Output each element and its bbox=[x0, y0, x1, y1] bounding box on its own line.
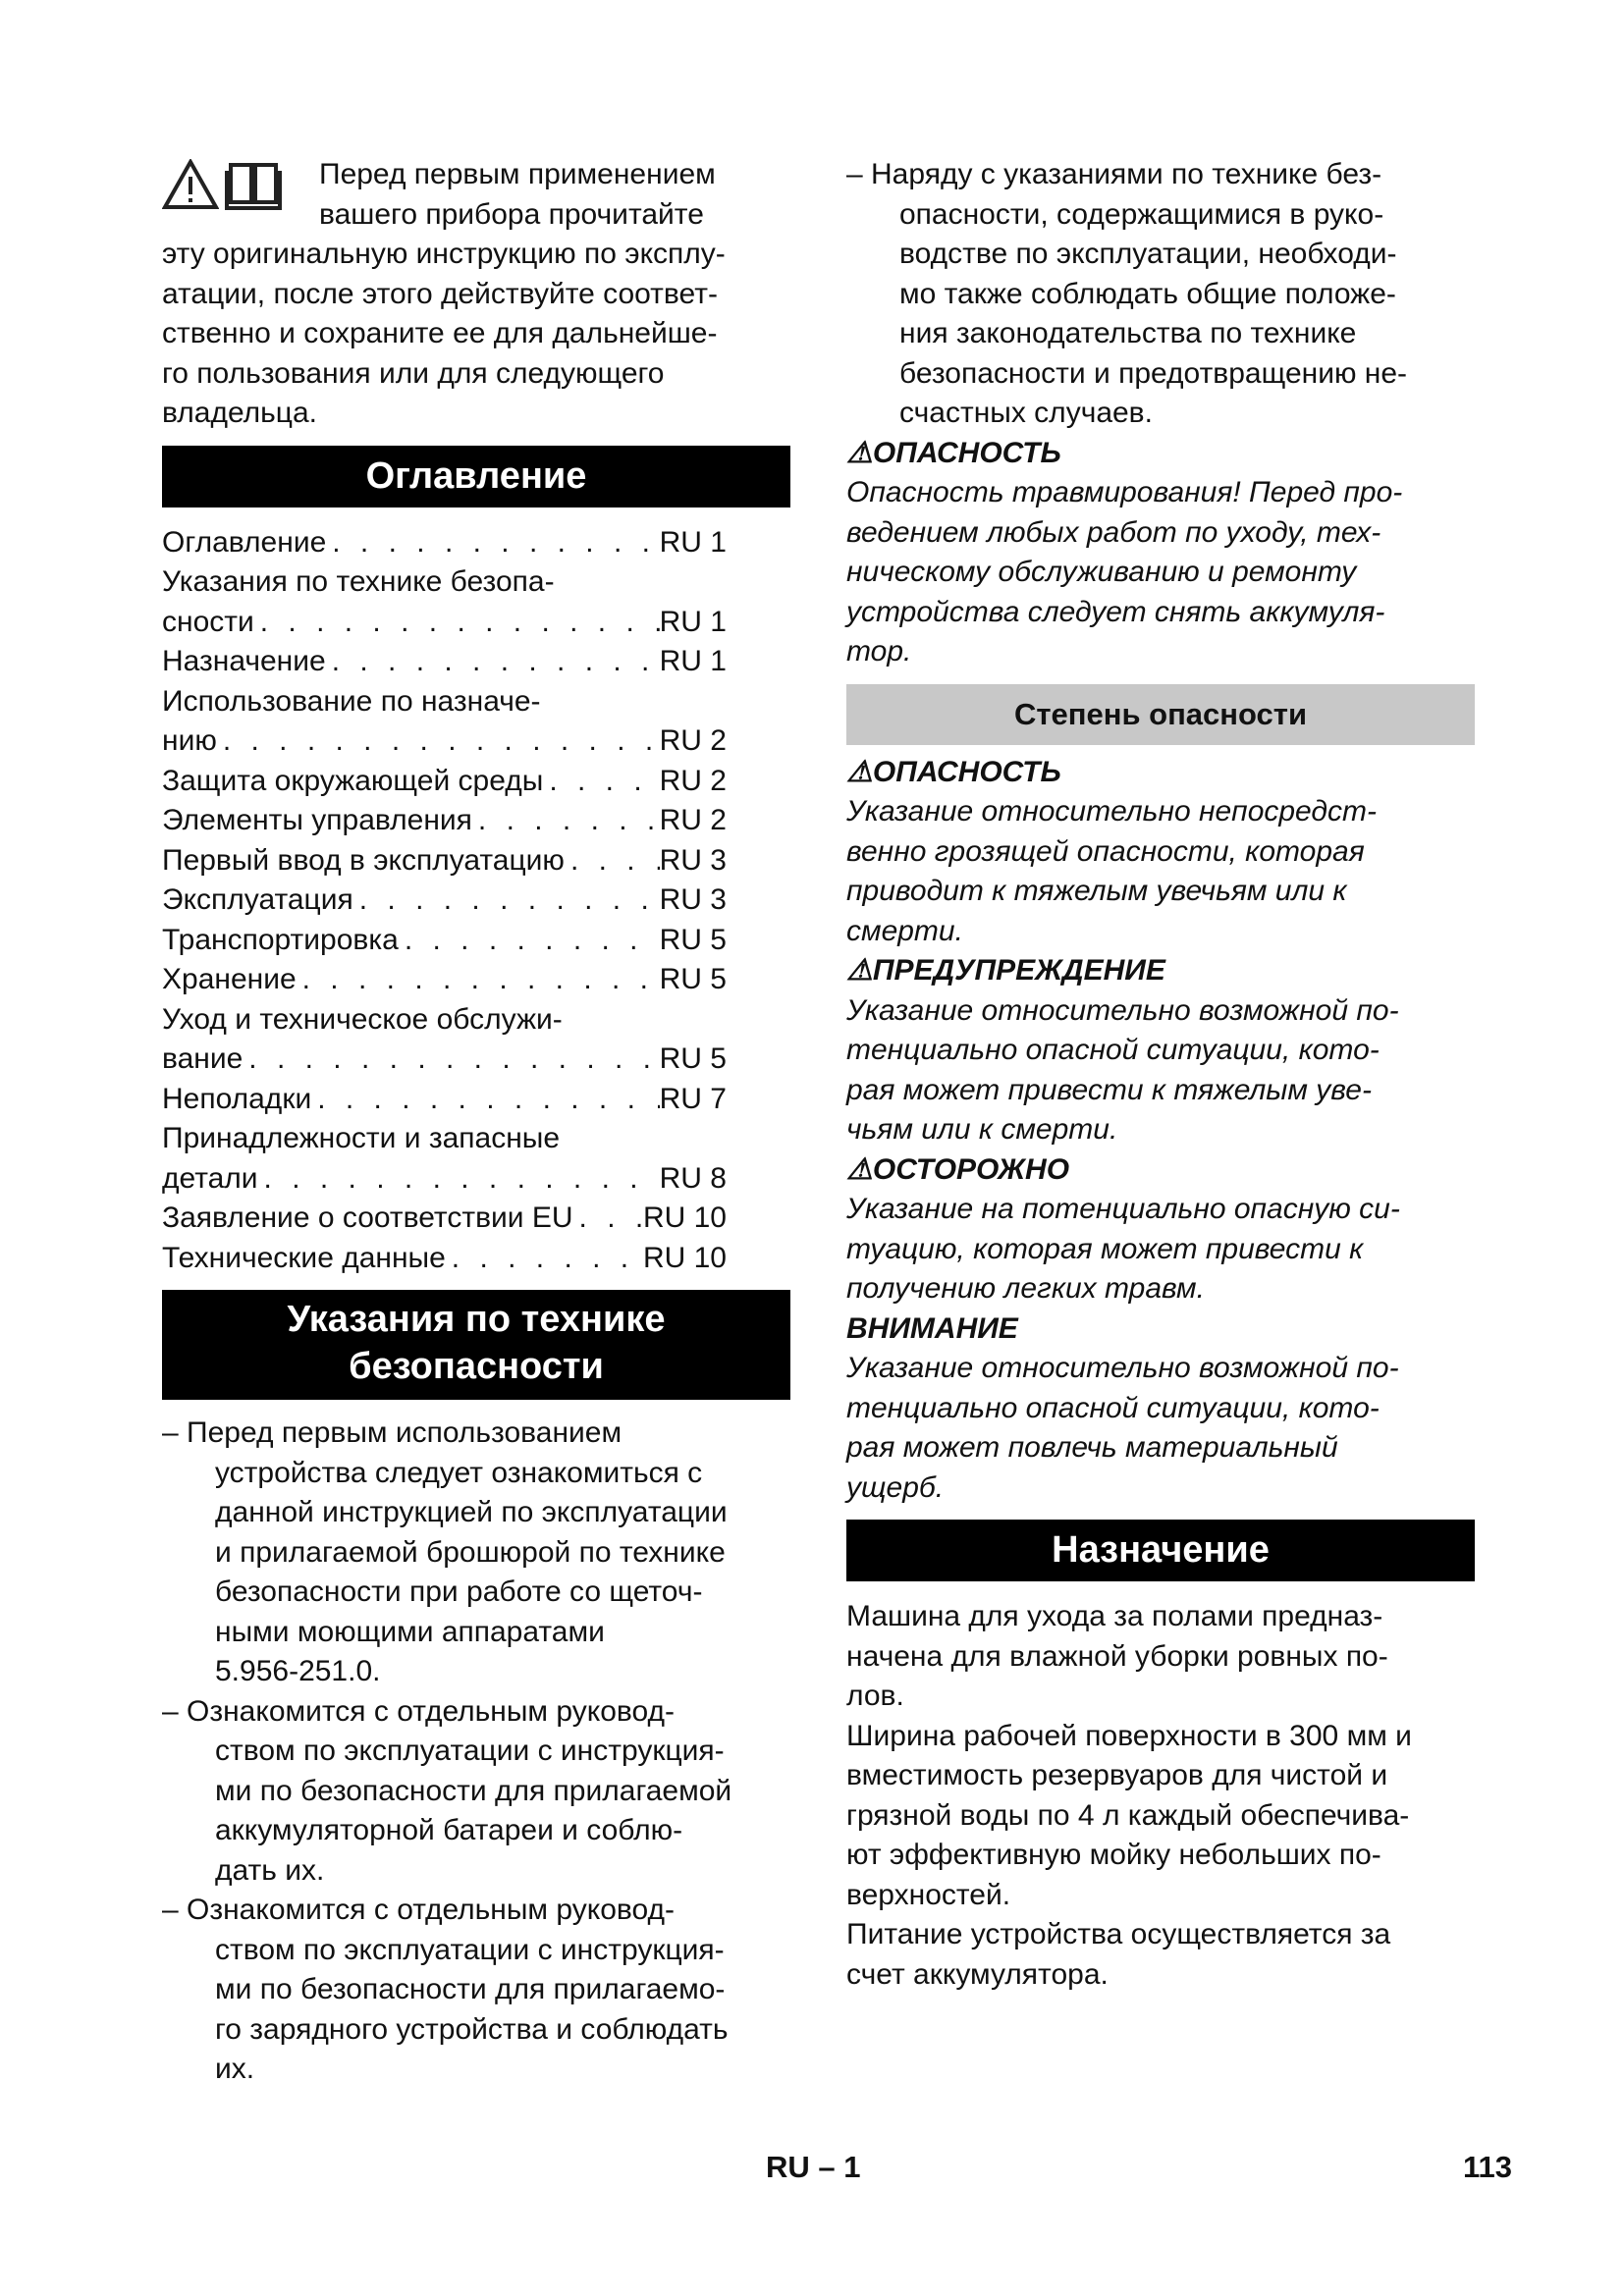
text-line: ния законодательства по технике bbox=[899, 317, 1357, 349]
toc-entry-line: Принадлежности и запасные bbox=[162, 1122, 561, 1154]
toc-entry bbox=[162, 762, 727, 802]
text-line: ственно и сохраните ее для дальнейше- bbox=[162, 317, 718, 349]
toc-entry-page: RU 3 bbox=[659, 843, 727, 877]
text-line: вашего прибора прочитайте bbox=[319, 197, 704, 231]
left-column bbox=[162, 155, 790, 2090]
toc-dot-leader bbox=[326, 642, 660, 682]
hazard-levels bbox=[846, 753, 1475, 1509]
toc-entry-label: Транспортировка bbox=[162, 923, 399, 956]
intro-paragraph bbox=[162, 155, 790, 434]
toc-entry-page: RU 7 bbox=[659, 1082, 727, 1115]
toc-entry-label: Оглавление bbox=[162, 525, 327, 559]
toc-entry bbox=[162, 721, 727, 762]
hazard-level-label-text: ВНИМАНИЕ bbox=[846, 1311, 1018, 1345]
hazard-level-label bbox=[846, 951, 1475, 991]
safety-bullet-legal bbox=[846, 155, 1475, 434]
toc-entry-label: нию bbox=[162, 724, 217, 757]
text-line: туацию, которая может привести к bbox=[846, 1232, 1364, 1265]
toc-entry-label: сности bbox=[162, 605, 254, 638]
text-line: го зарядного устройства и соблюдать bbox=[215, 2012, 729, 2046]
manual-book-icon bbox=[225, 159, 282, 210]
text-line: рая может повлечь материальный bbox=[846, 1431, 1338, 1464]
toc-dot-leader bbox=[243, 1040, 659, 1080]
safety-heading-line: безопасности bbox=[349, 1346, 604, 1387]
text-line: Питание устройства осуществляется за bbox=[846, 1918, 1391, 1950]
text-line: – Наряду с указаниями по технике без- bbox=[846, 158, 1382, 190]
toc-entry bbox=[162, 1239, 727, 1279]
intro-icons bbox=[162, 159, 282, 210]
toc-entry bbox=[162, 523, 727, 563]
warning-icon: ⚠ bbox=[846, 755, 873, 788]
text-line: рая может привести к тяжелым уве- bbox=[846, 1073, 1372, 1106]
toc-dot-leader bbox=[472, 801, 660, 841]
text-line: Перед первым применением bbox=[319, 158, 716, 190]
toc-entry-label: Заявление о соответствии EU bbox=[162, 1201, 573, 1234]
toc-entry-line: Уход и техническое обслужи- bbox=[162, 1002, 563, 1036]
text-line: Указание на потенциально опасную си- bbox=[846, 1193, 1400, 1225]
text-line: чьям или к смерти. bbox=[846, 1113, 1118, 1146]
text-line: Указание относительно непосредст- bbox=[846, 795, 1377, 828]
text-line: устройства следует снять аккумуля- bbox=[846, 595, 1385, 628]
toc-entry bbox=[162, 921, 727, 961]
text-line: тор. bbox=[846, 635, 912, 667]
text-line: эту оригинальную инструкцию по эксплу- bbox=[162, 238, 726, 270]
hazard-level-label-text: ОПАСНОСТЬ bbox=[872, 755, 1061, 788]
text-line: – Перед первым использованием bbox=[162, 1416, 623, 1449]
text-line: владельца. bbox=[162, 397, 317, 429]
toc-entry bbox=[162, 960, 727, 1000]
toc-dot-leader bbox=[297, 960, 660, 1000]
text-line: тенциально опасной ситуации, кото- bbox=[846, 1034, 1380, 1066]
toc-entry-line: Указания по технике безопа- bbox=[162, 565, 555, 598]
text-line: грязной воды по 4 л каждый обеспечива- bbox=[846, 1798, 1410, 1832]
text-line: аккумуляторной батареи и соблю- bbox=[215, 1814, 683, 1846]
toc-dot-leader bbox=[446, 1239, 643, 1279]
text-line: Указание относительно возможной по- bbox=[846, 1352, 1399, 1384]
text-line: счет аккумулятора. bbox=[846, 1957, 1109, 1991]
text-line: венно грозящей опасности, которая bbox=[846, 834, 1365, 868]
hazard-level-label bbox=[846, 1309, 1475, 1350]
toc-entry-page: RU 5 bbox=[659, 923, 727, 956]
toc-dot-leader bbox=[258, 1159, 660, 1200]
safety-bullet bbox=[162, 1414, 790, 1692]
text-line: – Ознакомится с отдельным руковод- bbox=[162, 1894, 676, 1926]
toc-entry-line: Использование по назначе- bbox=[162, 684, 541, 718]
hazard-level-label-text: ОСТОРОЖНО bbox=[872, 1152, 1070, 1186]
text-line: ством по эксплуатации с инструкция- bbox=[215, 1735, 725, 1767]
toc-entry bbox=[162, 881, 727, 921]
toc-entry bbox=[162, 1080, 727, 1120]
toc-entry bbox=[162, 801, 727, 841]
footer-section: RU – 1 bbox=[766, 2150, 861, 2184]
text-line: данной инструкцией по эксплуатации bbox=[215, 1496, 728, 1528]
hazard-level-description bbox=[846, 991, 1475, 1150]
toc-dot-leader bbox=[565, 841, 660, 881]
text-line: Указание относительно возможной по- bbox=[846, 993, 1399, 1027]
text-line: ством по эксплуатации с инструкция- bbox=[215, 1933, 725, 1966]
toc-entry-label: вание bbox=[162, 1042, 244, 1075]
text-line: опасности, содержащимися в руко- bbox=[899, 197, 1384, 231]
toc-entry-page: RU 3 bbox=[659, 883, 727, 916]
text-line: дать их. bbox=[215, 1853, 325, 1887]
hazard-level-label bbox=[846, 753, 1475, 793]
toc-entry-page: RU 10 bbox=[642, 1201, 727, 1234]
text-line: устройства следует ознакомиться с bbox=[215, 1456, 703, 1489]
text-line: начена для влажной уборки ровных по- bbox=[846, 1639, 1388, 1673]
text-line: верхностей. bbox=[846, 1878, 1011, 1911]
toc-entry-label: Эксплуатация bbox=[162, 883, 353, 916]
hazard-level-description bbox=[846, 1349, 1475, 1508]
hazard-level-description bbox=[846, 792, 1475, 951]
right-column bbox=[846, 155, 1475, 1995]
text-line: водстве по эксплуатации, необходи- bbox=[899, 238, 1397, 270]
toc-dot-leader bbox=[311, 1080, 659, 1120]
text-line: ведением любых работ по уходу, тех- bbox=[846, 515, 1381, 549]
toc-entry-page: RU 10 bbox=[642, 1241, 727, 1274]
toc-entry-page: RU 2 bbox=[659, 764, 727, 797]
danger-label: ⚠ОПАСНОСТЬ bbox=[846, 436, 1061, 469]
toc-entry bbox=[162, 841, 727, 881]
text-line: их. bbox=[215, 2053, 255, 2085]
text-line: ют эффективную мойку небольших по- bbox=[846, 1839, 1381, 1871]
text-line: и прилагаемой брошюрой по технике bbox=[215, 1535, 726, 1569]
text-line: ущерб. bbox=[846, 1470, 945, 1504]
text-line: счастных случаев. bbox=[899, 397, 1153, 429]
toc-entry-page: RU 2 bbox=[659, 724, 727, 757]
toc-heading: Оглавление bbox=[162, 446, 790, 507]
text-line: безопасности при работе со щеточ- bbox=[215, 1575, 703, 1608]
text-line: го пользования или для следующего bbox=[162, 356, 665, 390]
hazard-level-description bbox=[846, 1190, 1475, 1309]
table-of-contents bbox=[162, 523, 790, 1279]
safety-bullet bbox=[162, 1692, 790, 1892]
text-line: смерти. bbox=[846, 914, 963, 947]
toc-entry-label: Неполадки bbox=[162, 1082, 312, 1115]
toc-entry-label: Защита окружающей среды bbox=[162, 764, 544, 797]
text-line: ми по безопасности для прилагаемо- bbox=[215, 1973, 726, 2005]
toc-entry-label: Первый ввод в эксплуатацию bbox=[162, 843, 565, 877]
danger-text bbox=[846, 473, 1475, 672]
text-line: мо также соблюдать общие положе- bbox=[899, 277, 1396, 310]
purpose-text bbox=[846, 1597, 1475, 1995]
text-line: атации, после этого действуйте соответ- bbox=[162, 277, 718, 310]
safety-bullets bbox=[162, 1414, 790, 2090]
toc-entry-page: RU 5 bbox=[659, 963, 727, 995]
text-line: приводит к тяжелым увечьям или к bbox=[846, 875, 1347, 907]
toc-entry bbox=[162, 1159, 727, 1200]
toc-entry-page: RU 1 bbox=[659, 525, 727, 559]
safety-heading bbox=[162, 1290, 790, 1400]
warning-icon bbox=[162, 159, 219, 210]
purpose-heading: Назначение bbox=[846, 1520, 1475, 1581]
toc-dot-leader bbox=[254, 603, 660, 643]
text-line: получению легких травм. bbox=[846, 1272, 1205, 1305]
toc-entry-label: детали bbox=[162, 1161, 258, 1195]
text-line: 5.956-251.0. bbox=[215, 1655, 381, 1687]
text-line: Ширина рабочей поверхности в 300 мм и bbox=[846, 1719, 1412, 1752]
text-line: лов. bbox=[846, 1680, 904, 1712]
text-line: ми по безопасности для прилагаемой bbox=[215, 1774, 732, 1807]
toc-dot-leader bbox=[326, 523, 659, 563]
safety-bullet bbox=[162, 1891, 790, 2090]
danger-label-text: ОПАСНОСТЬ bbox=[872, 436, 1061, 469]
text-line: ными моющими аппаратами bbox=[215, 1615, 605, 1648]
text-line: Машина для ухода за полами предназ- bbox=[846, 1600, 1383, 1632]
toc-entry-page: RU 1 bbox=[659, 605, 727, 638]
text-line: вместимость резервуаров для чистой и bbox=[846, 1759, 1388, 1791]
toc-entry-label: Назначение bbox=[162, 645, 326, 677]
toc-entry bbox=[162, 603, 727, 643]
hazard-levels-heading: Степень опасности bbox=[846, 684, 1475, 745]
text-line: ническому обслуживанию и ремонту bbox=[846, 556, 1357, 588]
text-line: Опасность травмирования! Перед про- bbox=[846, 476, 1403, 508]
warning-icon: ⚠ bbox=[846, 954, 873, 987]
hazard-level-label bbox=[846, 1150, 1475, 1191]
toc-entry-page: RU 5 bbox=[659, 1042, 727, 1075]
safety-heading-line: Указания по технике bbox=[287, 1299, 666, 1340]
toc-dot-leader bbox=[217, 721, 660, 762]
warning-icon: ⚠ bbox=[846, 1152, 873, 1186]
toc-entry-label: Хранение bbox=[162, 963, 297, 995]
text-line: – Ознакомится с отдельным руковод- bbox=[162, 1694, 676, 1728]
page-number: 113 bbox=[1463, 2150, 1513, 2184]
toc-dot-leader bbox=[573, 1199, 643, 1239]
toc-entry-page: RU 8 bbox=[659, 1161, 727, 1195]
toc-dot-leader bbox=[543, 762, 659, 802]
toc-entry bbox=[162, 1199, 727, 1239]
text-line: тенциально опасной ситуации, кото- bbox=[846, 1391, 1380, 1424]
toc-entry-label: Технические данные bbox=[162, 1241, 446, 1274]
hazard-level-label-text: ПРЕДУПРЕЖДЕНИЕ bbox=[872, 954, 1165, 987]
toc-entry bbox=[162, 1040, 727, 1080]
toc-dot-leader bbox=[353, 881, 660, 921]
toc-entry bbox=[162, 642, 727, 682]
toc-entry-label: Элементы управления bbox=[162, 804, 472, 836]
toc-entry-page: RU 2 bbox=[659, 804, 727, 836]
toc-dot-leader bbox=[399, 921, 660, 961]
text-line: безопасности и предотвращению не- bbox=[899, 356, 1408, 390]
toc-entry-page: RU 1 bbox=[659, 645, 727, 677]
